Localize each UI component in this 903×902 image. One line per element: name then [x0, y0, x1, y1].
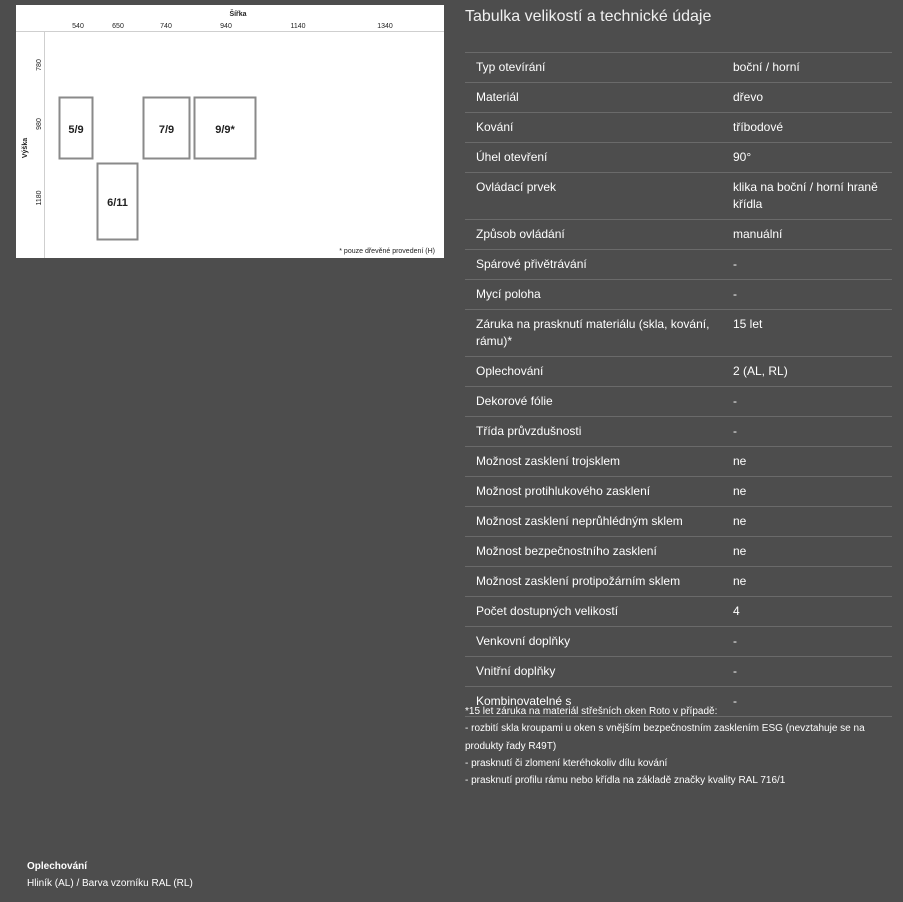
size-box-9-9[interactable]	[195, 98, 256, 159]
spec-value: -	[733, 424, 737, 438]
spec-key: Způsob ovládání	[476, 227, 565, 241]
spec-row	[465, 477, 892, 507]
width-label: 1340	[377, 23, 393, 30]
size-box-7-9[interactable]	[144, 98, 190, 159]
spec-value: boční / horní	[733, 60, 800, 74]
width-label: 540	[72, 23, 84, 30]
spec-value: -	[733, 257, 737, 271]
spec-row	[465, 537, 892, 567]
footnote-line: - prasknutí či zlomení kteréhokoliv dílu kování	[465, 757, 668, 769]
spec-value: ne	[733, 544, 747, 558]
spec-key: Ovládací prvek	[476, 180, 557, 194]
size-chart-svg	[16, 5, 444, 258]
spec-value: tříbodové	[733, 120, 784, 134]
width-label: 1140	[290, 23, 306, 30]
width-label: 940	[220, 23, 232, 30]
y-axis-title: Výška	[22, 137, 29, 159]
spec-value: ne	[733, 454, 747, 468]
x-axis-title: Šířka	[229, 11, 247, 18]
spec-row	[465, 417, 892, 447]
page-title: Tabulka velikostí a technické údaje	[465, 8, 712, 25]
flashing-info	[27, 858, 193, 892]
spec-row	[465, 250, 892, 280]
spec-key: Vnitřní doplňky	[476, 664, 556, 678]
spec-row	[465, 597, 892, 627]
spec-key: Kování	[476, 120, 514, 134]
spec-value: ne	[733, 574, 747, 588]
footnote-line: *15 let záruka na materiál střešních oken Roto v případě:	[465, 706, 718, 717]
spec-key: Venkovní doplňky	[476, 634, 571, 648]
spec-key: Záruka na prasknutí materiálu (skla, kování, rámu)*	[476, 317, 710, 348]
spec-value: klika na boční / horní hraně křídla	[733, 180, 878, 211]
spec-value: -	[733, 634, 737, 648]
size-chart	[16, 5, 444, 258]
flashing-title: Oplechování	[27, 861, 88, 872]
spec-row	[465, 173, 892, 220]
size-box-6-11[interactable]	[98, 164, 138, 240]
height-label: 1180	[36, 190, 43, 206]
size-box-label: 9/9*	[215, 124, 235, 136]
spec-row	[465, 507, 892, 537]
spec-row	[465, 627, 892, 657]
spec-key: Kombinovatelné s	[476, 694, 572, 708]
warranty-footnote	[465, 703, 895, 789]
spec-row	[465, 657, 892, 687]
spec-key: Možnost protihlukového zasklení	[476, 484, 651, 498]
spec-key: Třída průvzdušnosti	[476, 424, 582, 438]
spec-key: Možnost zasklení neprůhlédným sklem	[476, 514, 683, 528]
spec-value: -	[733, 394, 737, 408]
spec-row	[465, 447, 892, 477]
size-box-label: 7/9	[158, 124, 175, 136]
spec-value: 90°	[733, 150, 752, 164]
spec-row	[465, 143, 892, 173]
spec-key: Dekorové fólie	[476, 394, 553, 408]
spec-value: manuální	[733, 227, 783, 241]
height-label: 980	[36, 118, 43, 130]
size-chart-note: * pouze dřevěné provedení (H)	[339, 248, 435, 255]
spec-key: Možnost zasklení protipožárním sklem	[476, 574, 681, 588]
width-label: 740	[160, 23, 172, 30]
spec-value: dřevo	[733, 90, 764, 104]
spec-value: ne	[733, 514, 747, 528]
spec-row	[465, 357, 892, 387]
height-label: 780	[36, 59, 43, 71]
spec-key: Úhel otevření	[476, 150, 548, 164]
spec-value: -	[733, 287, 737, 301]
spec-row	[465, 83, 892, 113]
spec-key: Možnost zasklení trojsklem	[476, 454, 621, 468]
spec-row	[465, 310, 892, 357]
spec-value: 2 (AL, RL)	[733, 364, 788, 378]
spec-rows	[465, 53, 892, 717]
spec-value: 4	[733, 604, 740, 618]
size-box-label: 5/9	[68, 124, 84, 136]
spec-key: Oplechování	[476, 364, 544, 378]
spec-row	[465, 280, 892, 310]
size-box-label: 6/11	[107, 197, 128, 209]
flashing-text: Hliník (AL) / Barva vzorníku RAL (RL)	[27, 878, 193, 889]
spec-value: -	[733, 694, 737, 708]
spec-key: Materiál	[476, 90, 519, 104]
size-box-5-9[interactable]	[60, 98, 93, 159]
spec-key: Spárové přivětrávání	[476, 257, 587, 271]
spec-key: Typ otevírání	[476, 60, 546, 74]
spec-value: -	[733, 664, 737, 678]
spec-value: ne	[733, 484, 747, 498]
footnote-line: - rozbití skla kroupami u oken s vnějším bezpečnostním zasklením ESG (nevztahuje se na produkty řady R49T)	[465, 723, 865, 752]
spec-key: Možnost bezpečnostního zasklení	[476, 544, 657, 558]
spec-row	[465, 53, 892, 83]
spec-key: Počet dostupných velikostí	[476, 604, 619, 618]
width-label: 650	[112, 23, 124, 30]
spec-value: 15 let	[733, 317, 763, 331]
spec-row	[465, 220, 892, 250]
spec-row	[465, 387, 892, 417]
spec-row	[465, 567, 892, 597]
footnote-line: - prasknutí profilu rámu nebo křídla na základě značky kvality RAL 716/1	[465, 775, 786, 787]
spec-key: Mycí poloha	[476, 287, 541, 301]
spec-row	[465, 113, 892, 143]
spec-table	[465, 52, 892, 717]
